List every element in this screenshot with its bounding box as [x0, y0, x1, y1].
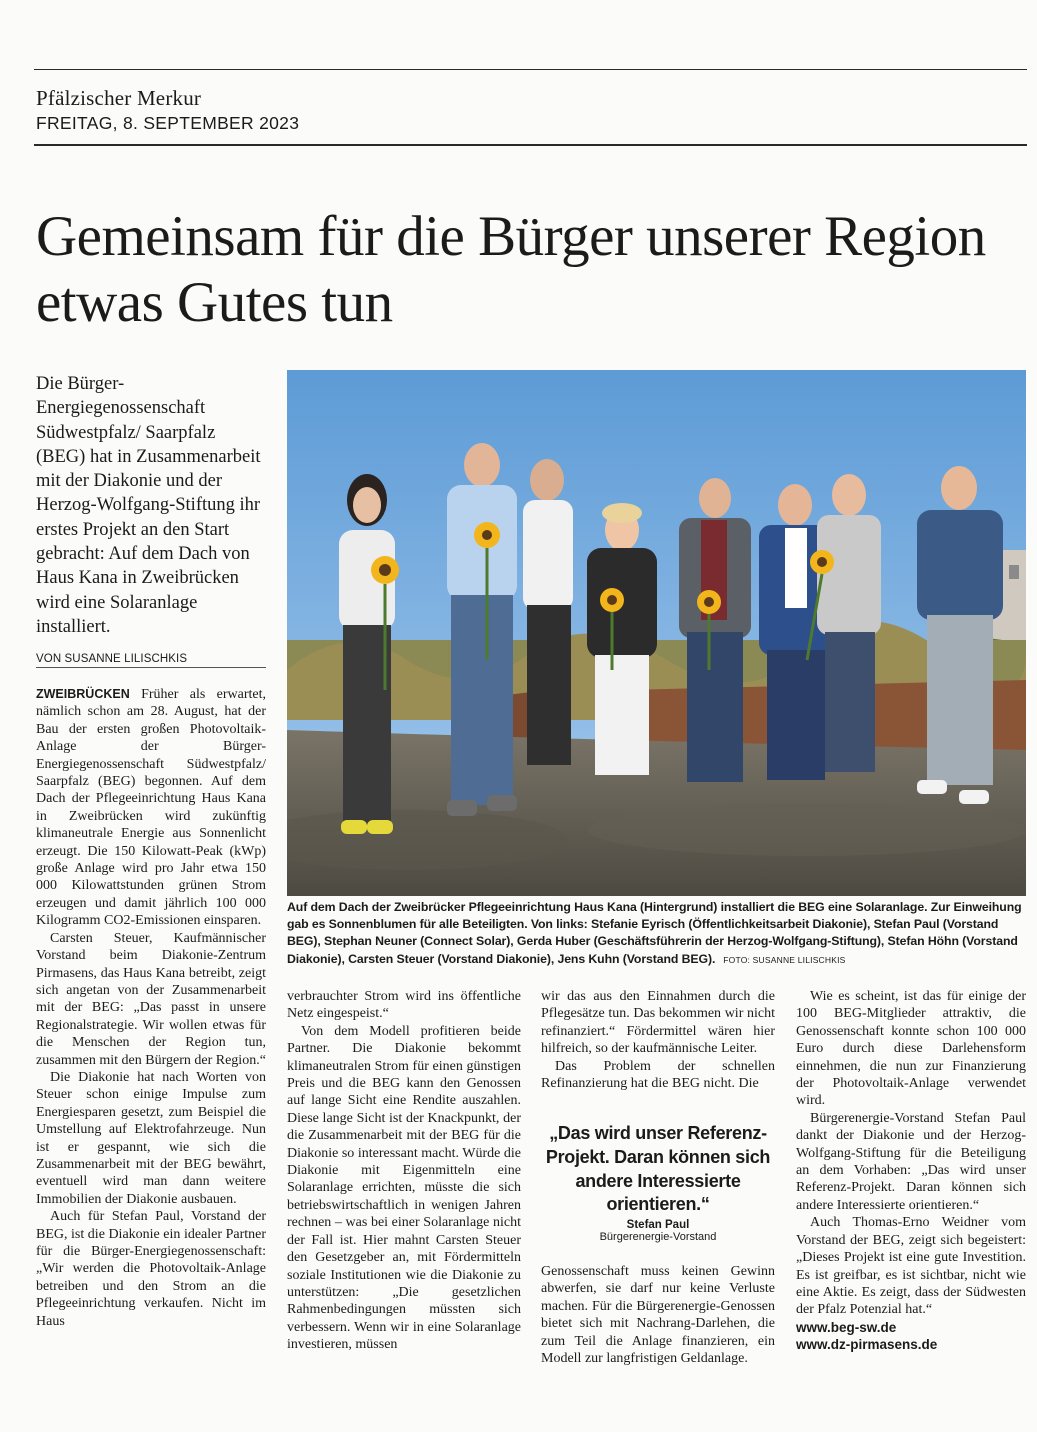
- masthead-rule: [34, 144, 1027, 146]
- pull-quote-author: Stefan Paul: [626, 1219, 690, 1232]
- paragraph: Das Problem der schnellen Refinanzierung hat die BEG nicht. Die: [541, 1058, 775, 1092]
- article-column-4: [796, 988, 1026, 1354]
- publication-date: FREITAG, 8. SEPTEMBER 2023: [36, 113, 300, 133]
- pull-quote-text: „Das wird unser Referenz-Projekt. Daran können sich andere Interessierte orientieren.“: [545, 1123, 771, 1215]
- link-beg[interactable]: www.beg-sw.de: [796, 1319, 897, 1335]
- paragraph: Von dem Modell profitieren beide Partner. Die Diakonie bekommt klimaneutralen Strom für einen günstigen Preis und die BEG kann den Genossen auf lange Sicht eine Rendite auszahlen. Diese lange Sicht ist der Knackpunkt, der die Zusammenarbeit mit der BEG für die Diakonie so interessant macht. Würde die Diakonie mit Eigenmitteln eine Solaranlage errichten, müsste die sich betriebswirtschaftlich in wenigen Jahren rechnen – was bei einer Solaranlage nicht der Fall ist. Hier mahnt Carsten Steuer den Gesetzgeber an, mit Fördermitteln soziale Institutionen wie die Diakonie zu unterstützen: „Die gesetzlichen Rahmenbedingungen müssten sich verbessern. Wenn wir in eine Solaranlage investieren, müssen: [287, 1023, 521, 1353]
- link-diakonie[interactable]: www.dz-pirmasens.de: [796, 1337, 938, 1353]
- photo-credit: FOTO: SUSANNE LILISCHKIS: [723, 954, 846, 965]
- paragraph: Auch für Stefan Paul, Vorstand der BEG, ist die Diakonie ein idealer Partner für die Bürger-Energiegenossenschaft: „Wir werden die Photovoltaik-Anlage betreiben und den Strom an die Pflegeeinrichtung verkaufen. Nicht im Haus: [36, 1209, 266, 1329]
- paragraph: wir das aus den Einnahmen durch die Pflegesätze tun. Das bekommen wir nicht refinanziert.“ Fördermittel wären hier hilfreich, so der kaufmännische Leiter.: [541, 989, 775, 1057]
- article-photo: [287, 370, 1026, 896]
- paragraph: ZWEIBRÜCKEN Früher als erwartet, nämlich schon am 28. August, hat der Bau der ersten großen Photovoltaik-Anlage der Bürger-Energiegenossenschaft Südwestpfalz/ Saarpfalz (BEG) begonnen. Auf dem Dach der Pflegeeinrichtung Haus Kana in Zweibrücken wird zukünftig klimaneutrale Energie aus Sonnenlicht erzeugt. Die 150 Kilowatt-Peak (kWp) große Anlage wird pro Jahr etwa 150 000 Kilowattstunden grünen Strom erzeugen und damit jährlich 100 000 Kilogramm CO2-Emissionen einsparen.: [36, 687, 267, 929]
- paragraph: Bürgerenergie-Vorstand Stefan Paul dankt der Diakonie und der Herzog-Wolfgang-Stiftung für die Beteiligung an dem Vorhaben: „Das wird unser Referenz-Projekt. Daran können sich andere Interessierte orientieren.“: [796, 1110, 1026, 1213]
- paragraph: Carsten Steuer, Kaufmännischer Vorstand beim Diakonie-Zentrum Pirmasens, das Haus Kana betreibt, zeigt sich angetan von der Zusammenarbeit mit der BEG: „Das passt in unsere Regionalstrategie. Wir wollen etwas für die Menschen der Region tun, zusammen mit den Bürgern der Region.“: [36, 930, 266, 1068]
- dateline: ZWEIBRÜCKEN: [36, 687, 130, 701]
- article-column-3: [541, 988, 775, 1092]
- paragraph: Auch Thomas-Erno Weidner vom Vorstand der BEG, zeigt sich begeistert: „Dieses Projekt ist eine gute Investition. Es ist greifbar, es ist sichtbar, nicht wie eine Aktie. Es zeigt, dass der Südwesten der Pfalz Potenzial hat.“: [796, 1215, 1026, 1318]
- byline-rule: [36, 667, 266, 668]
- paragraph: Wie es scheint, ist das für einige der 100 BEG-Mitglieder attraktiv, die Genossenschaft konnte schon 100 000 Euro durch diese Darlehensform einnehmen, die nun zur Finanzierung der Photovoltaik-Anlage verwendet wird.: [796, 989, 1026, 1109]
- article-teaser: Die Bürger-Energiegenossenschaft Südwestpfalz/ Saarpfalz (BEG) hat in Zusammenarbeit mit der Diakonie und der Herzog-Wolfgang-Stiftung ihr erstes Projekt an den Start gebracht: Auf dem Dach von Haus Kana in Zweibrücken wird eine Solaranlage installiert.: [36, 374, 261, 637]
- article-column-1: [36, 686, 266, 1330]
- pull-quote-role: Bürgerenergie-Vorstand: [599, 1231, 717, 1244]
- newspaper-name: Pfälzischer Merkur: [36, 86, 202, 110]
- article-column-2: [287, 988, 521, 1354]
- top-rule: [34, 69, 1027, 70]
- photo-caption: Auf dem Dach der Zweibrücker Pflegeeinrichtung Haus Kana (Hintergrund) installiert die BEG eine Solaranlage. Zur Einweihung gab es Sonnenblumen für alle Beteiligten. Von links: Stefanie Eyrisch (Öffentlichkeitsarbeit Diakonie), Stefan Paul (Vorstand BEG), Stephan Neuner (Connect Solar), Gerda Huber (Geschäftsführerin der Herzog-Wolfgang-Stiftung), Stefan Höhn (Vorstand Diakonie), Carsten Steuer (Vorstand Diakonie), Jens Kuhn (Vorstand BEG). FOTO: SUSANNE LILISCHKIS: [287, 900, 1022, 966]
- paragraph: Genossenschaft muss keinen Gewinn abwerfen, sie darf nur keine Verluste machen. Für die Bürgerenergie-Genossen bietet sich mit Nachrang-Darlehen, die zum Teil die Anlage finanzieren, ein Modell zur langfristigen Geldanlage.: [541, 1264, 775, 1367]
- article-column-3-continued: [541, 1263, 775, 1367]
- pull-quote: [541, 1122, 775, 1243]
- article-byline: VON SUSANNE LILISCHKIS: [36, 653, 188, 665]
- paragraph: verbrauchter Strom wird ins öffentliche Netz eingespeist.“: [287, 989, 521, 1022]
- article-headline: Gemeinsam für die Bürger unserer Region etwas Gutes tun: [36, 205, 986, 334]
- paragraph: Die Diakonie hat nach Worten von Steuer schon einige Impulse zum Energiesparen gesetzt, zum Beispiel die Umstellung auf Elektrofahrzeuge. Nun ist er gespannt, wie sich die Zusammenarbeit mit der BEG bewährt, eventuell wird man dann weitere Immobilien der Diakonie ausbauen.: [36, 1069, 266, 1207]
